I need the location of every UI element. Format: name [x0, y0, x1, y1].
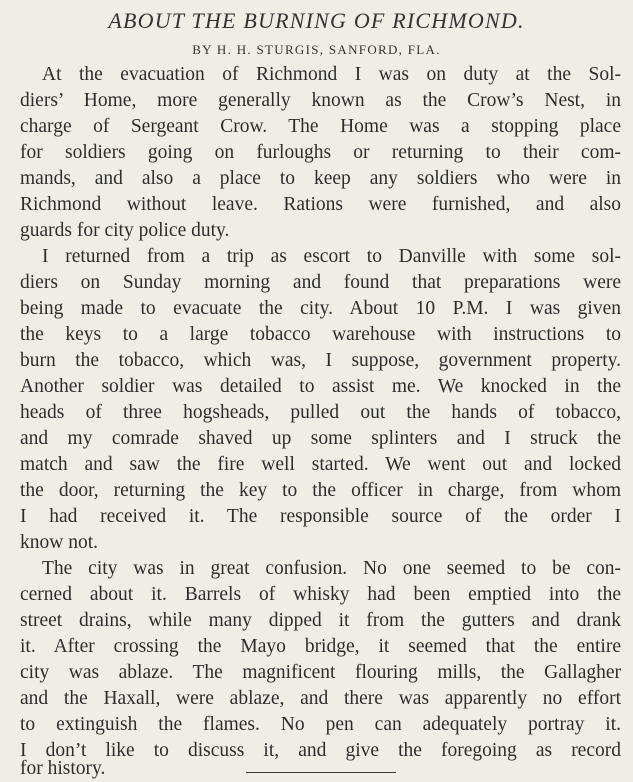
- text-line: burn the tobacco, which was, I suppose, government property.: [20, 350, 621, 371]
- text-line: street drains, while many dipped it from the gutters and drank: [20, 610, 621, 631]
- article-title: ABOUT THE BURNING OF RICHMOND.: [108, 8, 525, 33]
- text-line: match and saw the fire well started. We went out and locked: [20, 454, 621, 475]
- text-line: diers’ Home, more generally known as the Crow’s Nest, in: [20, 90, 621, 111]
- text-line: Another soldier was detailed to assist me. We knocked in the: [20, 376, 621, 397]
- text-line: and the Haxall, were ablaze, and there was apparently no effort: [20, 688, 621, 709]
- text-line: charge of Sergeant Crow. The Home was a stopping place: [20, 116, 621, 137]
- text-line: and my comrade shaved up some splinters and I struck the: [20, 428, 621, 449]
- text-line: The city was in great confusion. No one seemed to be con-: [42, 558, 621, 579]
- text-line: the keys to a large tobacco warehouse with instructions to: [20, 324, 621, 345]
- text-line: know not.: [20, 532, 98, 553]
- text-line: being made to evacuate the city. About 10 P.M. I was given: [20, 298, 621, 319]
- text-line: the door, returning the key to the officer in charge, from whom: [20, 480, 621, 501]
- text-line: heads of three hogsheads, pulled out the hands of tobacco,: [20, 402, 621, 423]
- text-line: I don’t like to discuss it, and give the foregoing as record: [20, 740, 621, 761]
- text-line: Richmond without leave. Rations were furnished, and also: [20, 194, 621, 215]
- text-line: mands, and also a place to keep any soldiers who were in: [20, 168, 621, 189]
- article-byline: BY H. H. STURGIS, SANFORD, FLA.: [192, 42, 441, 57]
- text-line: I returned from a trip as escort to Danville with some sol-: [42, 246, 621, 267]
- text-line: for soldiers going on furloughs or returning to their com-: [20, 142, 621, 163]
- text-line: to extinguish the flames. No pen can adequately portray it.: [20, 714, 621, 735]
- text-line: for history.: [20, 758, 106, 779]
- text-line: diers on Sunday morning and found that preparations were: [20, 272, 621, 293]
- text-line: city was ablaze. The magnificent flouring mills, the Gallagher: [20, 662, 621, 683]
- text-line: I had received it. The responsible source of the order I: [20, 506, 621, 527]
- text-line: it. After crossing the Mayo bridge, it seemed that the entire: [20, 636, 621, 657]
- text-line: guards for city police duty.: [20, 220, 230, 241]
- text-line: cerned about it. Barrels of whisky had been emptied into the: [20, 584, 621, 605]
- end-rule: [246, 772, 396, 773]
- text-line: At the evacuation of Richmond I was on duty at the Sol-: [42, 64, 621, 85]
